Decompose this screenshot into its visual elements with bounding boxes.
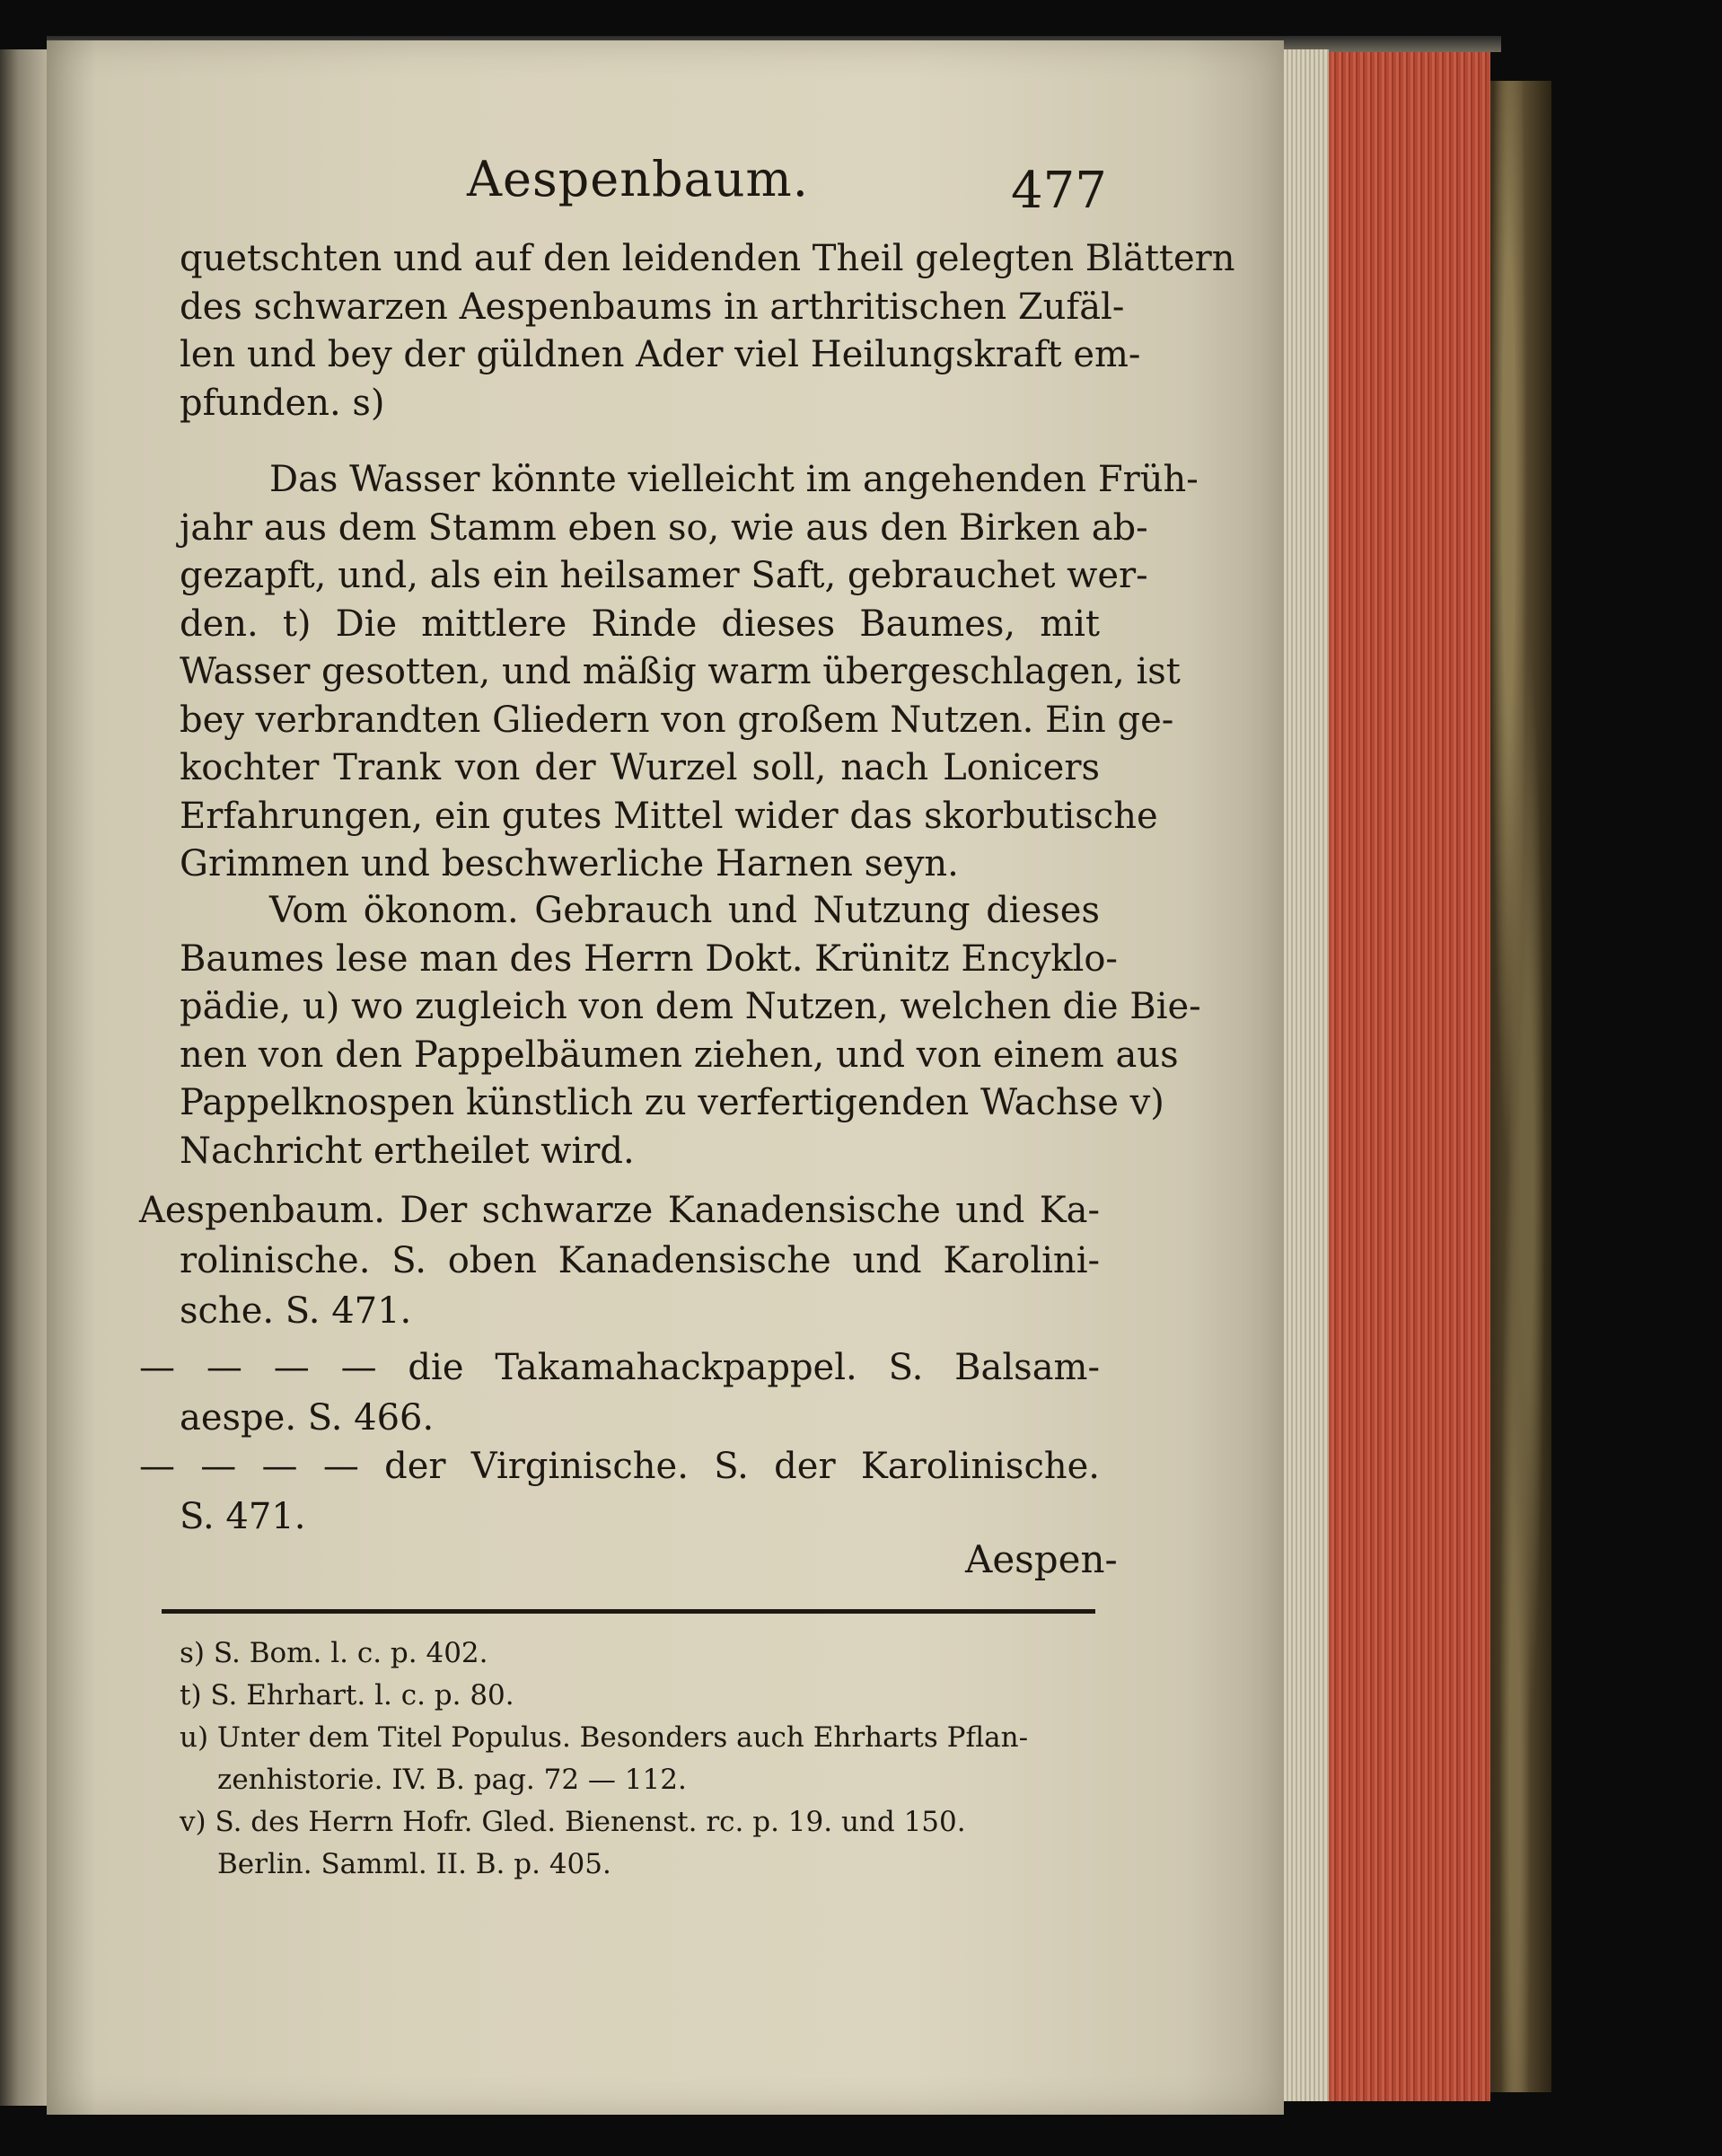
entry-line: — — — — der Virginische. S. der Karolinische.: [139, 1446, 1100, 1487]
footnote-line: u) Unter dem Titel Populus. Besonders auch Ehrharts Pflan-: [180, 1721, 1029, 1754]
marbled-cover-edge: [1490, 81, 1551, 2092]
footnote-line: t) S. Ehrhart. l. c. p. 80.: [180, 1679, 514, 1712]
text-line: Nachricht ertheilet wird.: [180, 1130, 635, 1172]
text-line: Wasser gesotten, und mäßig warm übergeschlagen, ist: [180, 651, 1181, 692]
text-line: Baumes lese man des Herrn Dokt. Krünitz Encyklo-: [180, 937, 1118, 980]
text-line: des schwarzen Aespenbaums in arthritischen Zufäl-: [180, 286, 1125, 328]
entry-line: Aespenbaum. Der schwarze Kanadensische und Ka-: [139, 1190, 1100, 1231]
footnote-line: Berlin. Samml. II. B. p. 405.: [217, 1848, 611, 1880]
left-page-edge: [0, 49, 47, 2106]
footnote-line: zenhistorie. IV. B. pag. 72 — 112.: [217, 1764, 687, 1796]
text-line: pädie, u) wo zugleich von dem Nutzen, welchen die Bie-: [180, 986, 1201, 1027]
catchword: Aespen-: [965, 1537, 1118, 1581]
footnote-rule: [162, 1609, 1095, 1614]
text-line: Pappelknospen künstlich zu verfertigenden Wachse v): [180, 1082, 1164, 1123]
page-block-edges: [1284, 49, 1329, 2101]
text-line: jahr aus dem Stamm eben so, wie aus den Birken ab-: [180, 506, 1148, 549]
red-fore-edge: [1329, 52, 1490, 2101]
entry-line: sche. S. 471.: [180, 1290, 412, 1332]
text-line: bey verbrandten Gliedern von großem Nutzen. Ein ge-: [180, 699, 1174, 741]
text-line: gezapft, und, als ein heilsamer Saft, gebrauchet wer-: [180, 555, 1148, 596]
text-line: Das Wasser könnte vielleicht im angehenden Früh-: [269, 459, 1199, 500]
text-line: nen von den Pappelbäumen ziehen, und von einem aus: [180, 1034, 1179, 1076]
text-line: len und bey der güldnen Ader viel Heilungskraft em-: [180, 334, 1141, 375]
dictionary-entry: [139, 1441, 1100, 1542]
page-number: 477: [1011, 162, 1107, 220]
paragraph-water: [180, 456, 1199, 889]
entry-line: S. 471.: [180, 1496, 306, 1537]
text-line: den. t) Die mittlere Rinde dieses Baumes, mit: [180, 603, 1100, 645]
entry-line: — — — — die Takamahackpappel. S. Balsam-: [139, 1347, 1100, 1388]
running-head-title: Aespenbaum.: [467, 151, 809, 207]
entry-line: rolinische. S. oben Kanadensische und Karolini-: [180, 1240, 1100, 1281]
paragraph-economic-use: [180, 887, 1201, 1175]
text-line: kochter Trank von der Wurzel soll, nach Lonicers: [180, 747, 1100, 788]
text-line: quetschten und auf den leidenden Theil gelegten Blättern: [180, 238, 1235, 279]
text-line: Grimmen und beschwerliche Harnen seyn.: [180, 843, 959, 884]
text-line: Erfahrungen, ein gutes Mittel wider das skorbutische: [180, 795, 1158, 837]
entry-line: aespe. S. 466.: [180, 1397, 435, 1439]
text-line: Vom ökonom. Gebrauch und Nutzung dieses: [269, 890, 1100, 931]
footnotes: [180, 1632, 1104, 1886]
dictionary-entry: [139, 1185, 1100, 1336]
footnote-line: v) S. des Herrn Hofr. Gled. Bienenst. rc. p. 19. und 150.: [180, 1806, 966, 1838]
footnote-line: s) S. Bom. l. c. p. 402.: [180, 1637, 488, 1669]
paragraph-continuation: [180, 235, 1235, 427]
text-line: pfunden. s): [180, 382, 385, 424]
dictionary-entry: [139, 1342, 1100, 1443]
